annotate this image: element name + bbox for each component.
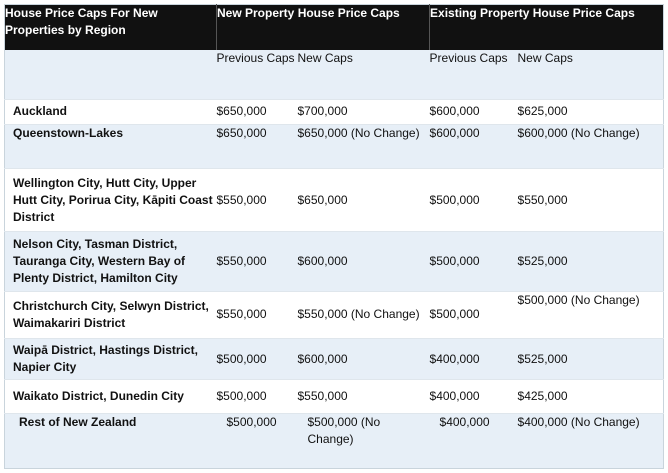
house-price-caps-table — [4, 4, 664, 469]
region-cell: Christchurch City, Selwyn District, Waimakariri District — [5, 291, 217, 338]
new-previous-cell: $650,000 — [217, 124, 298, 168]
table-row — [5, 99, 664, 124]
existing-caps-cell: $525,000 — [518, 232, 664, 291]
header-existing-property: Existing Property House Price Caps — [430, 5, 664, 50]
table-row — [5, 413, 664, 468]
table-subheader-row — [5, 50, 664, 99]
existing-caps-cell: $500,000 (No Change) — [518, 291, 664, 338]
new-previous-cell: $550,000 — [217, 169, 298, 232]
new-caps-cell: $700,000 — [298, 99, 430, 124]
existing-caps-cell: $525,000 — [518, 339, 664, 380]
existing-previous-cell: $500,000 — [430, 232, 518, 291]
new-caps-cell: $650,000 — [298, 169, 430, 232]
new-caps-cell: $550,000 (No Change) — [298, 291, 430, 338]
header-region: House Price Caps For New Properties by Region — [5, 5, 217, 50]
table-row — [5, 380, 664, 413]
existing-previous-cell: $500,000 — [430, 169, 518, 232]
existing-caps-cell: $600,000 (No Change) — [518, 124, 664, 168]
existing-caps-cell: $625,000 — [518, 99, 664, 124]
new-previous-cell: $500,000 — [217, 413, 298, 468]
new-caps-cell: $650,000 (No Change) — [298, 124, 430, 168]
table-row — [5, 291, 664, 338]
subheader-blank — [5, 50, 217, 99]
table-row — [5, 124, 664, 168]
table-row — [5, 339, 664, 380]
subheader-existing-caps: New Caps — [518, 50, 664, 99]
region-cell: Waikato District, Dunedin City — [5, 380, 217, 413]
region-cell: Wellington City, Hutt City, Upper Hutt City, Porirua City, Kāpiti Coast District — [5, 169, 217, 232]
region-cell: Nelson City, Tasman District, Tauranga City, Western Bay of Plenty District, Hamilton City — [5, 232, 217, 291]
subheader-new-previous: Previous Caps — [217, 50, 298, 99]
table-row — [5, 169, 664, 232]
existing-caps-cell: $550,000 — [518, 169, 664, 232]
table-header-row — [5, 5, 664, 50]
new-previous-cell: $550,000 — [217, 291, 298, 338]
new-caps-cell: $500,000 (No Change) — [298, 413, 430, 468]
new-caps-cell: $550,000 — [298, 380, 430, 413]
region-cell: Rest of New Zealand — [5, 413, 217, 468]
existing-previous-cell: $400,000 — [430, 380, 518, 413]
new-previous-cell: $550,000 — [217, 232, 298, 291]
existing-previous-cell: $400,000 — [430, 339, 518, 380]
existing-previous-cell: $500,000 — [430, 291, 518, 338]
table-row — [5, 232, 664, 291]
new-previous-cell: $500,000 — [217, 380, 298, 413]
existing-previous-cell: $600,000 — [430, 124, 518, 168]
existing-previous-cell: $600,000 — [430, 99, 518, 124]
subheader-existing-previous: Previous Caps — [430, 50, 518, 99]
region-cell: Waipā District, Hastings District, Napier City — [5, 339, 217, 380]
new-caps-cell: $600,000 — [298, 339, 430, 380]
existing-caps-cell: $400,000 (No Change) — [518, 413, 664, 468]
new-caps-cell: $600,000 — [298, 232, 430, 291]
existing-previous-cell: $400,000 — [430, 413, 518, 468]
new-previous-cell: $500,000 — [217, 339, 298, 380]
subheader-new-caps: New Caps — [298, 50, 430, 99]
region-cell: Queenstown-Lakes — [5, 124, 217, 168]
region-cell: Auckland — [5, 99, 217, 124]
new-previous-cell: $650,000 — [217, 99, 298, 124]
existing-caps-cell: $425,000 — [518, 380, 664, 413]
header-new-property: New Property House Price Caps — [217, 5, 430, 50]
